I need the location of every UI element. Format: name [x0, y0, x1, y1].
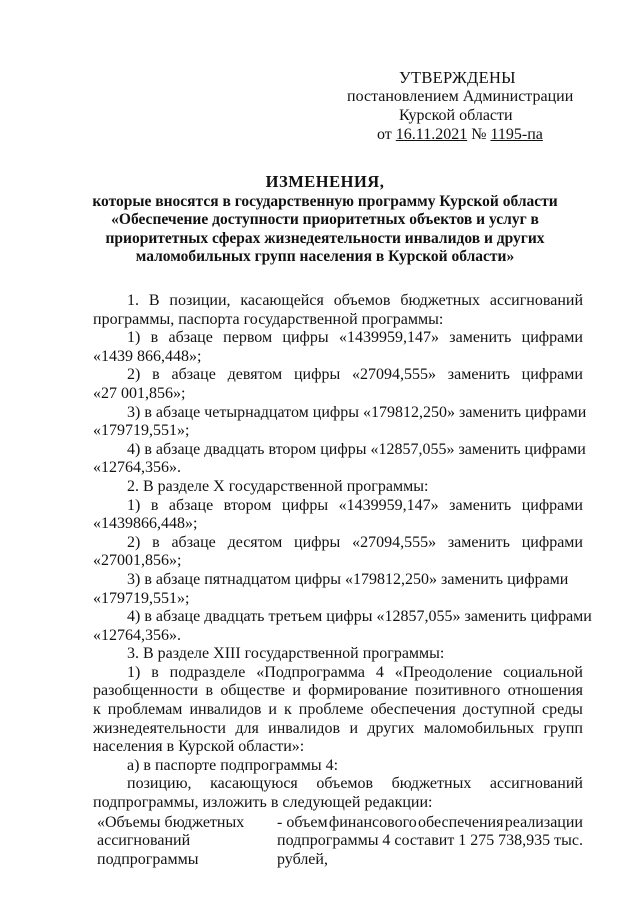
word: цифры: [282, 329, 329, 347]
word: цифры: [281, 496, 329, 514]
word: позиции,: [169, 292, 231, 309]
word: цифрами: [521, 329, 583, 347]
text-line: «179719,551»;: [93, 589, 190, 607]
date-prefix: от: [377, 126, 396, 143]
word: абзаце: [171, 366, 216, 384]
word: 1.: [127, 292, 139, 309]
word: «27094,555»: [352, 533, 437, 551]
word: объемов: [316, 775, 374, 793]
word: в: [152, 366, 160, 384]
word: в: [150, 496, 159, 514]
word: десятом: [227, 533, 283, 551]
word: составит: [394, 832, 455, 850]
text-line: [93, 682, 583, 701]
word: объемов: [333, 292, 391, 309]
word: абзаце: [168, 496, 214, 514]
word: 2): [127, 366, 141, 384]
word: подразделе: [169, 663, 246, 681]
approval-number: 1195-па: [490, 126, 543, 143]
word: ассигнований: [489, 775, 583, 793]
table-right-line: [277, 814, 583, 833]
word: и: [268, 701, 277, 719]
word: «27094,555»: [352, 366, 436, 384]
document-heading: [60, 173, 590, 267]
text-line: а) в паспорте подпрограммы 4:: [127, 756, 339, 774]
word: в: [151, 663, 159, 681]
table-right-line: [277, 832, 583, 851]
word: цифрами: [521, 533, 583, 551]
table-right-line: рублей,: [277, 850, 328, 868]
approval-block: [343, 68, 603, 144]
word: позицию,: [127, 775, 192, 793]
word: 1): [127, 663, 141, 681]
heading-line: «Обеспечение доступности приоритетных объектов и услуг в: [111, 211, 539, 228]
word: 738,935: [498, 832, 551, 850]
section-title: 2. В разделе Х государственной программы:: [127, 477, 429, 495]
budget-table: [93, 814, 583, 870]
word: и: [292, 682, 301, 700]
word: цифры: [294, 533, 341, 551]
word: бюджетных: [391, 775, 472, 793]
word: доступной: [462, 701, 535, 719]
text-line: [93, 775, 583, 794]
word: в: [205, 682, 213, 700]
text-line: 3) в абзаце пятнадцатом цифры «179812,250» заменить цифрами: [127, 570, 569, 588]
table-left-line: подпрограммы: [97, 850, 199, 868]
word: заменить: [447, 533, 510, 551]
word: к: [284, 701, 292, 719]
word: «1439959,147»: [338, 496, 439, 514]
word: в: [150, 329, 159, 347]
heading-line: которые вносятся в государственную программу Курской области: [92, 192, 558, 210]
word: позитивного: [415, 682, 501, 700]
word: цифрами: [521, 496, 583, 514]
text-line: «27 001,856»;: [93, 384, 186, 402]
text-line: «27001,856»;: [93, 552, 182, 570]
word: ассигнований: [489, 292, 583, 309]
word: тыс.: [554, 832, 583, 850]
word: отношения: [507, 682, 583, 700]
section-title: 3. В разделе XIII государственной программы:: [127, 645, 445, 663]
word: обеспечения: [418, 813, 504, 831]
word: в: [152, 533, 160, 551]
word: «Преодоление: [394, 663, 493, 681]
text-line: [93, 292, 583, 311]
word: бюджетных: [400, 292, 481, 309]
text-line: [93, 534, 583, 553]
text-line: программы, паспорта государственной программы:: [93, 310, 444, 328]
word: социальной: [503, 663, 583, 681]
text-line: подпрограммы, изложить в следующей редакции:: [93, 794, 433, 812]
text-line: [93, 329, 583, 348]
word: для: [235, 719, 259, 737]
text-line: 4) в абзаце двадцать третьем цифры «12857,055» заменить цифрами: [127, 608, 592, 626]
text-line: [93, 701, 583, 720]
word: «Подпрограмма: [256, 663, 365, 681]
approval-date-number: [343, 125, 603, 144]
approval-line-region: Курской области: [399, 107, 513, 124]
word: первом: [223, 329, 273, 347]
word: «1439959,147»: [338, 329, 439, 347]
text-line: «12764,356».: [93, 459, 181, 477]
word: к: [93, 701, 101, 719]
text-line: 4) в абзаце двадцать втором цифры «12857,055» заменить цифрами: [127, 440, 586, 458]
word: заменить: [449, 329, 512, 347]
word: инвалидов: [189, 701, 262, 719]
approval-date: 16.11.2021: [395, 126, 468, 143]
word: 275: [470, 832, 495, 850]
word: девятом: [227, 366, 283, 384]
word: разобщенности: [93, 682, 199, 700]
word: 4: [382, 832, 391, 850]
text-line: [93, 366, 583, 385]
document-body: [93, 292, 592, 869]
word: 1: [458, 832, 467, 850]
word: групп: [543, 719, 583, 737]
word: среды: [542, 701, 583, 719]
heading-line: приоритетных сферах жизнедеятельности инвалидов и других: [105, 229, 545, 247]
text-line: населения в Курской области»:: [93, 738, 305, 756]
word: абзаце: [171, 533, 216, 551]
word: 4: [375, 663, 384, 681]
word: проблемам: [107, 701, 183, 719]
approval-title: УТВЕРЖДЕНЫ: [399, 68, 516, 87]
table-left-line: ассигнований: [97, 832, 191, 850]
text-line: «179719,551»;: [93, 422, 190, 440]
word: цифры: [293, 366, 341, 384]
word: заменить: [447, 366, 510, 384]
word: втором: [223, 496, 272, 514]
word: 2): [127, 533, 141, 551]
word: обеспечения: [370, 701, 456, 719]
text-line: «1439866,448»;: [93, 515, 198, 533]
text-line: 3) в абзаце четырнадцатом цифры «179812,250» заменить цифрами: [127, 403, 587, 421]
word: - объем: [277, 813, 328, 831]
word: реализации: [504, 813, 583, 831]
word: инвалидов: [268, 719, 341, 737]
approval-line-resolution: постановлением Администрации: [347, 88, 574, 105]
word: обществе: [220, 682, 285, 700]
table-left-line: «Объемы бюджетных: [97, 813, 245, 831]
word: маломобильных: [423, 719, 535, 737]
word: формирование: [308, 682, 408, 700]
word: заменить: [449, 496, 512, 514]
text-line: «1439 866,448»;: [93, 347, 202, 365]
heading-line: маломобильных групп населения в Курской области»: [135, 248, 515, 265]
word: финансового: [328, 813, 417, 831]
word: касающуюся: [210, 775, 298, 793]
word: абзаце: [168, 329, 213, 347]
text-line: [93, 664, 583, 683]
word: цифрами: [521, 366, 583, 384]
heading-title: ИЗМЕНЕНИЯ,: [265, 172, 385, 191]
word: подпрограммы: [277, 832, 379, 850]
word: касающейся: [240, 292, 324, 309]
table-right-cell: [277, 814, 583, 870]
word: 1): [127, 329, 141, 347]
word: проблеме: [298, 701, 364, 719]
text-line: «12764,356».: [93, 626, 181, 644]
word: В: [148, 292, 160, 309]
number-prefix: №: [467, 126, 491, 143]
text-line: [93, 497, 583, 516]
text-line: [93, 720, 583, 739]
word: 1): [127, 496, 141, 514]
word: жизнедеятельности: [93, 719, 226, 737]
table-left-cell: [93, 814, 277, 870]
word: других: [367, 719, 415, 737]
word: и: [349, 719, 359, 737]
